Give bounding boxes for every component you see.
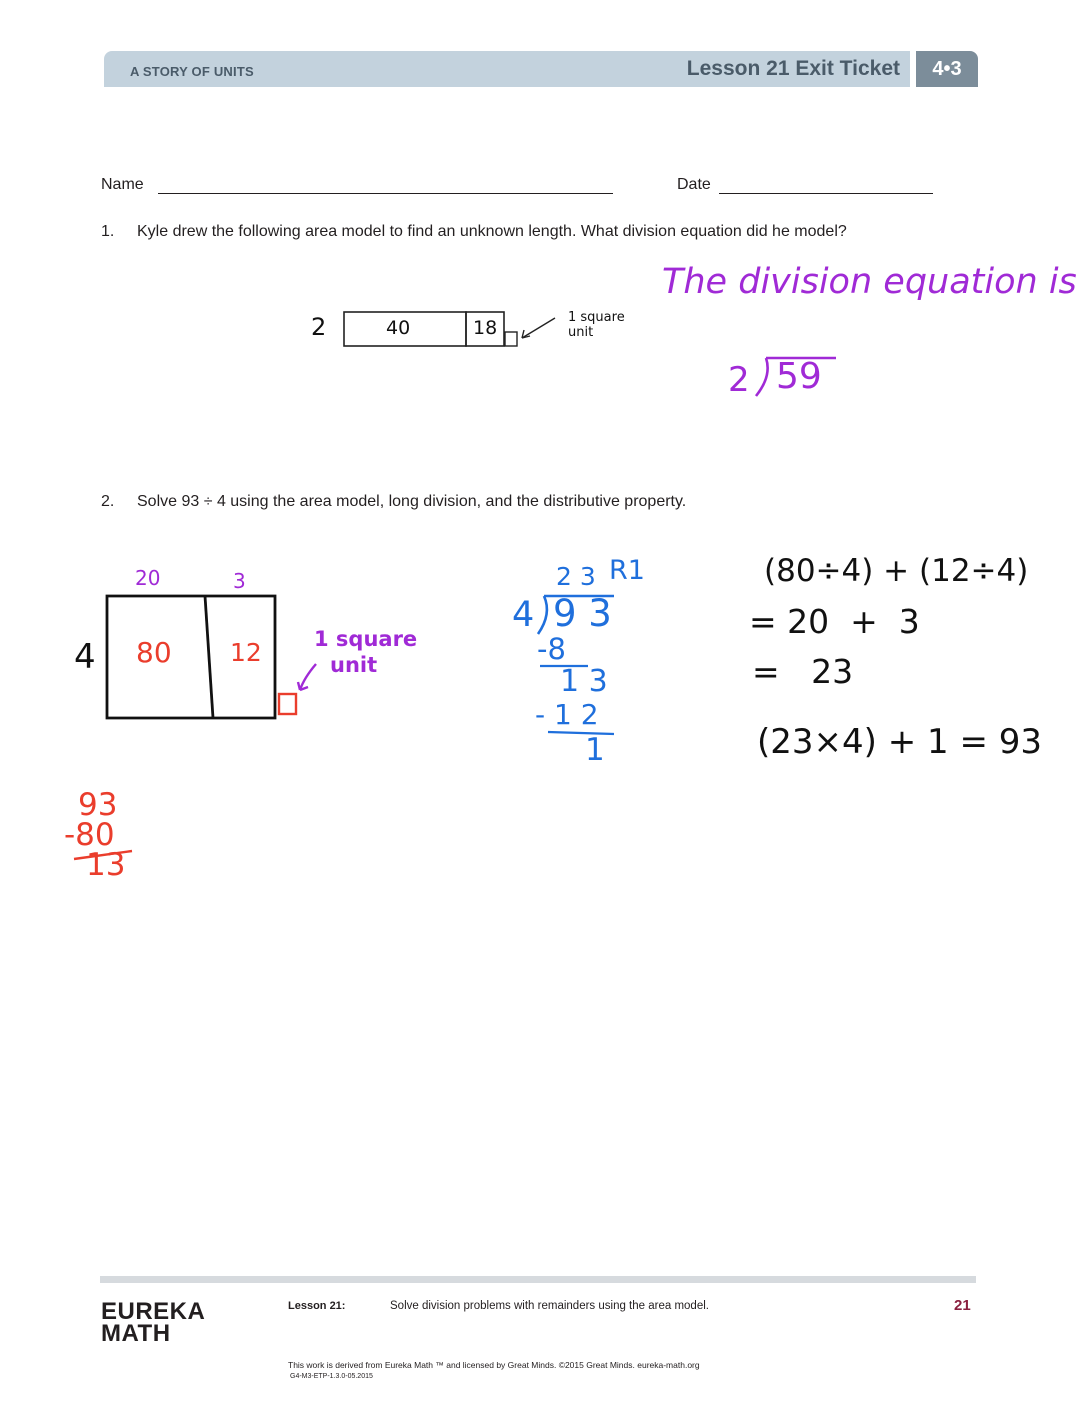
q1-side-label: 2 xyxy=(311,313,327,341)
q2-unit-note-line1: 1 square xyxy=(314,627,418,651)
q2-side-work-line3: 13 xyxy=(86,847,126,883)
q2-step4: 1 xyxy=(585,732,605,768)
question-1-number: 1. xyxy=(101,223,115,240)
q2-side-work-rule xyxy=(70,845,140,865)
q2-side-work xyxy=(64,787,126,883)
series-title: A STORY OF UNITS xyxy=(130,64,254,79)
question-2-number: 2. xyxy=(101,493,115,510)
q2-distributive-line3: = 23 xyxy=(752,652,854,691)
footer-code: G4-M3-ETP-1.3.0-05.2015 xyxy=(290,1373,373,1380)
q1-unit-note-line2: unit xyxy=(568,325,594,340)
q2-square-unit xyxy=(279,694,296,714)
lesson-title: Lesson 21 Exit Ticket xyxy=(686,57,900,80)
name-label: Name xyxy=(101,176,144,193)
q1-left-value: 40 xyxy=(386,317,411,339)
q2-distributive-line1: (80÷4) + (12÷4) xyxy=(764,553,1029,589)
date-label: Date xyxy=(677,176,711,193)
logo-line1: EUREKA xyxy=(101,1298,206,1325)
q1-arrow-line xyxy=(522,318,555,338)
logo-line2: MATH xyxy=(101,1320,171,1347)
footer-rule xyxy=(100,1276,976,1283)
q2-step3: - 1 2 xyxy=(535,698,599,731)
q2-area-model xyxy=(98,590,303,725)
q2-distributive-line2: = 20 + 3 xyxy=(749,602,920,641)
q2-divider xyxy=(205,596,213,718)
footer-page-number: 21 xyxy=(954,1297,971,1314)
footer-license: This work is derived from Eureka Math ™ and licensed by Great Minds. ©2015 Great Minds. eureka-math.org xyxy=(288,1360,700,1370)
q2-distributive-line4: (23×4) + 1 = 93 xyxy=(757,722,1043,762)
eureka-math-logo xyxy=(101,1298,206,1347)
q2-dividend: 9 3 xyxy=(553,592,612,635)
q1-answer-text: The division equation is xyxy=(662,262,1077,302)
q2-side-label: 4 xyxy=(74,637,96,677)
q2-top-left-label: 20 xyxy=(135,566,161,590)
q2-step1: -8 xyxy=(537,632,566,666)
q2-unit-arrow xyxy=(294,660,324,696)
q2-unit-note-line2: unit xyxy=(330,653,378,677)
q2-remainder: R1 xyxy=(609,555,645,586)
q1-unit-note xyxy=(568,310,625,340)
q2-quotient: 2 3 xyxy=(556,562,596,591)
footer-lesson-label: Lesson 21: xyxy=(288,1300,346,1312)
q2-step3-rule xyxy=(544,728,620,738)
question-2-text: Solve 93 ÷ 4 using the area model, long division, and the distributive property. xyxy=(137,493,687,510)
module-badge: 4•3 xyxy=(916,51,978,87)
footer-lesson-description: Solve division problems with remainders using the area model. xyxy=(390,1300,709,1312)
q2-right-value: 12 xyxy=(230,638,262,667)
q2-side-work-line2: -80 xyxy=(64,817,115,853)
q2-left-value: 80 xyxy=(136,636,172,669)
q2-unit-note xyxy=(314,626,417,678)
q1-answer-divisor: 2 xyxy=(728,360,750,400)
q2-side-work-line1: 93 xyxy=(78,787,118,823)
q1-right-value: 18 xyxy=(473,317,498,339)
q1-unit-note-line1: 1 square xyxy=(568,310,625,325)
q1-answer-dividend: 59 xyxy=(776,356,822,397)
question-1-text: Kyle drew the following area model to find an unknown length. What division equation did he model? xyxy=(137,223,847,240)
name-field[interactable] xyxy=(158,193,613,194)
date-field[interactable] xyxy=(719,193,933,194)
q1-square-unit xyxy=(505,332,517,346)
q2-divisor: 4 xyxy=(512,595,535,635)
q2-top-right-label: 3 xyxy=(233,569,246,593)
q2-step2: 1 3 xyxy=(560,664,608,699)
